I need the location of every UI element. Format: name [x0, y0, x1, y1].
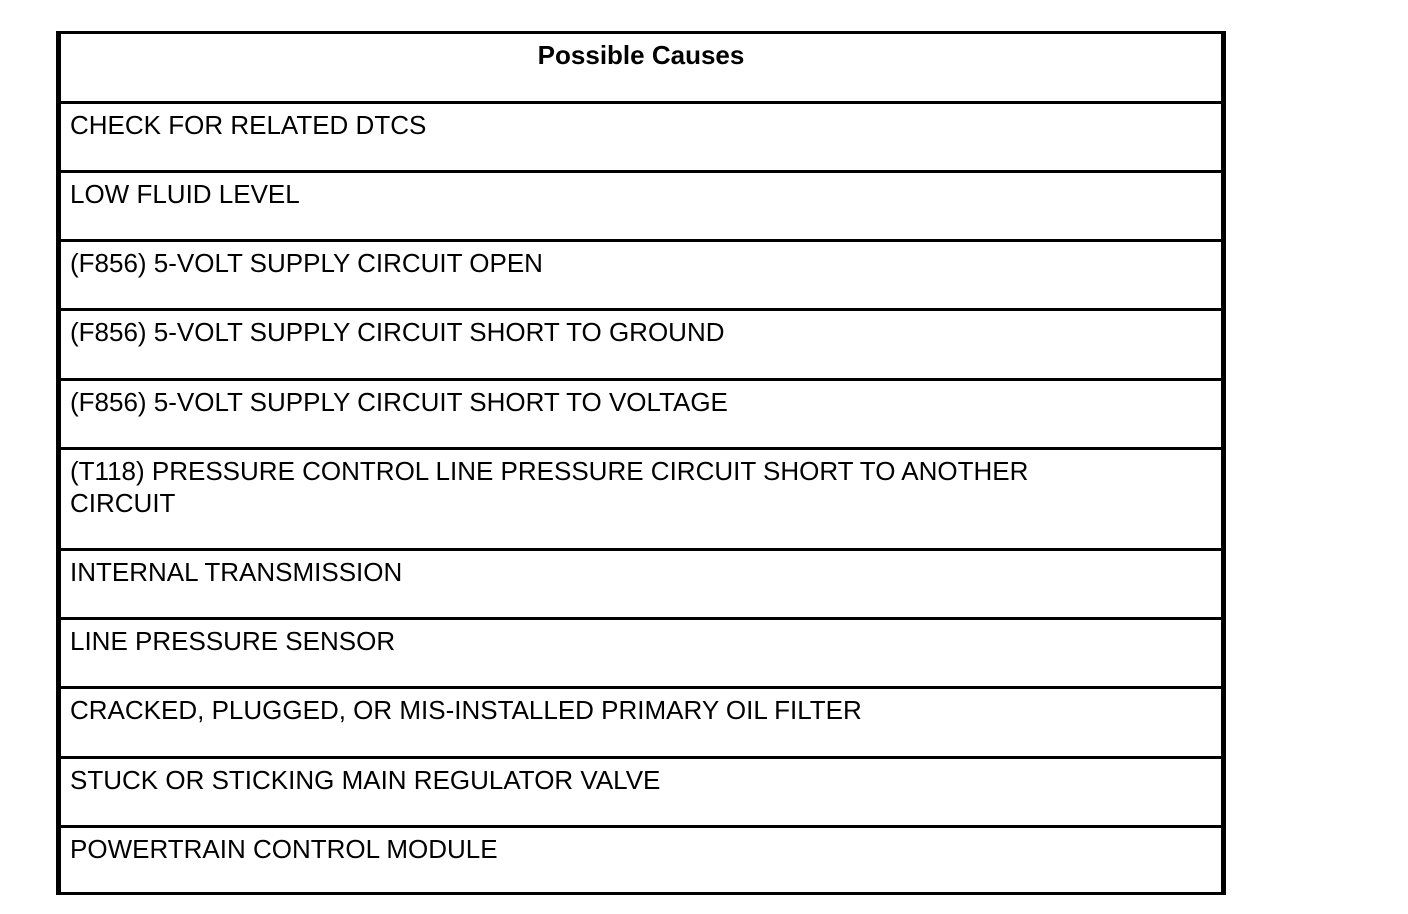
table-row: [59, 242, 1223, 308]
possible-causes-table: [56, 31, 1226, 895]
cause-cell: CHECK FOR RELATED DTCS: [70, 110, 427, 140]
table-row: [59, 381, 1223, 447]
cause-cell: POWERTRAIN CONTROL MODULE: [70, 834, 498, 864]
cause-cell: INTERNAL TRANSMISSION: [70, 557, 403, 587]
table-row: [59, 620, 1223, 686]
table-row: [59, 173, 1223, 239]
cause-cell: LOW FLUID LEVEL: [70, 179, 300, 209]
table-row: [59, 551, 1223, 617]
table-row: [59, 689, 1223, 756]
cause-cell: (F856) 5-VOLT SUPPLY CIRCUIT OPEN: [70, 248, 543, 278]
cause-cell: STUCK OR STICKING MAIN REGULATOR VALVE: [70, 765, 661, 795]
cause-cell: LINE PRESSURE SENSOR: [70, 626, 396, 656]
cause-cell: (F856) 5-VOLT SUPPLY CIRCUIT SHORT TO VOLTAGE: [70, 387, 728, 417]
cause-cell: (F856) 5-VOLT SUPPLY CIRCUIT SHORT TO GROUND: [70, 317, 725, 347]
table-row: [59, 450, 1223, 548]
cause-cell: (T118) PRESSURE CONTROL LINE PRESSURE CIRCUIT SHORT TO ANOTHER CIRCUIT: [70, 456, 1029, 518]
table-row: [59, 104, 1223, 170]
table-row: [59, 311, 1223, 378]
table-row: [59, 828, 1223, 892]
table-header-row: [59, 34, 1223, 101]
table-row: [59, 759, 1223, 825]
table-header: Possible Causes: [537, 40, 745, 70]
cause-cell: CRACKED, PLUGGED, OR MIS-INSTALLED PRIMARY OIL FILTER: [70, 695, 862, 725]
